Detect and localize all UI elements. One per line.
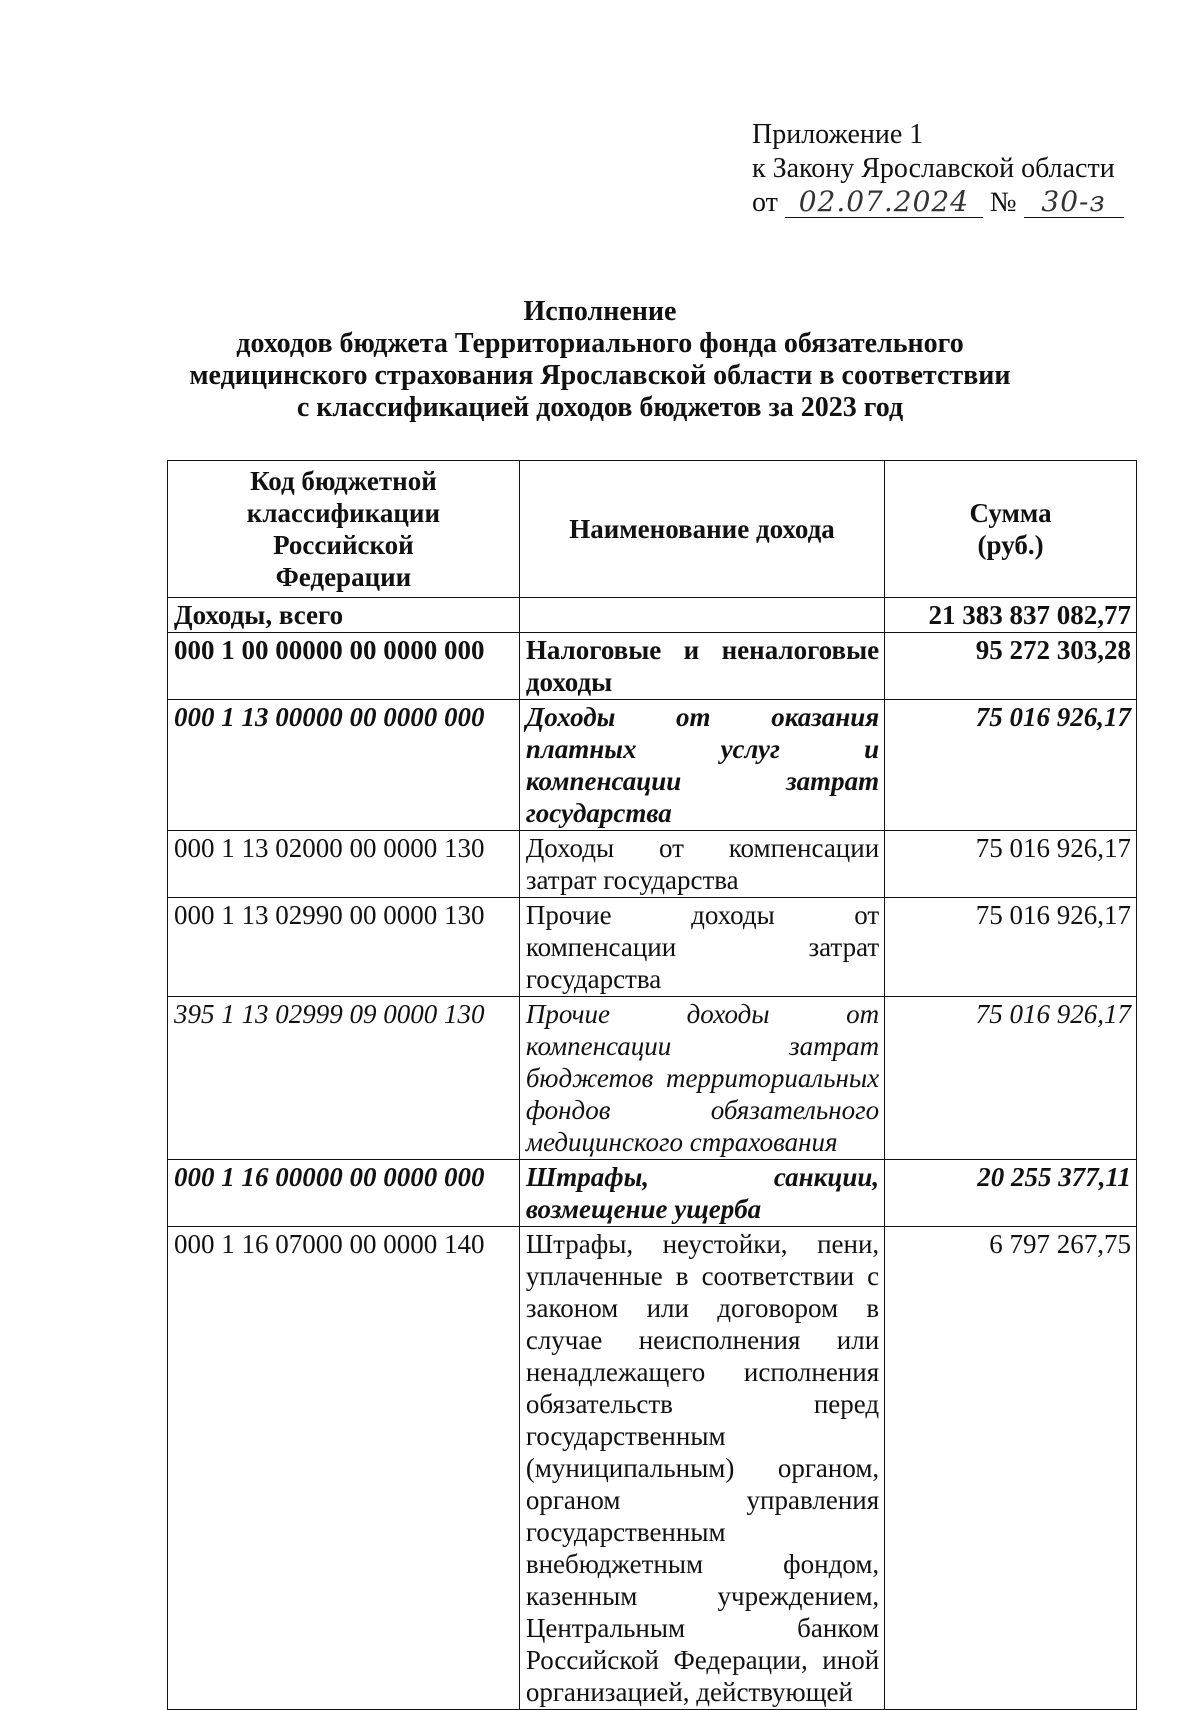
header-code: Код бюджетной классификации Российской Федерации <box>168 461 520 598</box>
number-label: № <box>989 187 1017 218</box>
row-sum: 6 797 267,75 <box>885 1227 1137 1710</box>
row-name: Прочие доходы от компенсации затрат государства <box>519 898 884 997</box>
row-name: Штрафы, санкции, возмещение ущерба <box>519 1160 884 1227</box>
title-line-4: с классификацией доходов бюджетов за 2023 год <box>296 392 904 423</box>
row-code: 000 1 13 02000 00 0000 130 <box>168 831 520 898</box>
table-row <box>168 997 1137 1160</box>
handwritten-number: 30-з <box>1024 187 1124 218</box>
row-sum: 20 255 377,11 <box>885 1160 1137 1227</box>
row-code: 000 1 16 07000 00 0000 140 <box>168 1227 520 1710</box>
annex-law-reference: к Закону Ярославской области <box>752 153 1115 184</box>
title-line-1: Исполнение <box>523 296 677 327</box>
income-table <box>167 460 1137 1710</box>
title-line-3: медицинского страхования Ярославской области в соответствии <box>189 360 1011 391</box>
row-sum: 95 272 303,28 <box>885 633 1137 700</box>
row-code: 000 1 00 00000 00 0000 000 <box>168 633 520 700</box>
table-row <box>168 898 1137 997</box>
row-code: 000 1 13 02990 00 0000 130 <box>168 898 520 997</box>
row-name: Прочие доходы от компенсации затрат бюджетов территориальных фондов обязательного медицинского страхования <box>519 997 884 1160</box>
annex-title: Приложение 1 <box>752 119 924 150</box>
row-code: Доходы, всего <box>168 598 520 633</box>
table-header-row <box>168 461 1137 598</box>
table-row <box>168 831 1137 898</box>
table-row <box>168 700 1137 831</box>
row-name <box>519 598 884 633</box>
table-row <box>168 598 1137 633</box>
header-name: Наименование дохода <box>519 461 884 598</box>
row-name: Доходы от компенсации затрат государства <box>519 831 884 898</box>
row-sum: 75 016 926,17 <box>885 997 1137 1160</box>
table-row <box>168 1160 1137 1227</box>
table-row <box>168 633 1137 700</box>
row-code: 000 1 16 00000 00 0000 000 <box>168 1160 520 1227</box>
row-sum: 75 016 926,17 <box>885 831 1137 898</box>
document-title <box>0 296 1200 424</box>
row-sum: 21 383 837 082,77 <box>885 598 1137 633</box>
header-sum: Сумма (руб.) <box>885 461 1137 598</box>
row-sum: 75 016 926,17 <box>885 700 1137 831</box>
annex-block <box>752 118 1124 220</box>
handwritten-date: 02.07.2024 <box>785 187 983 218</box>
row-sum: 75 016 926,17 <box>885 898 1137 997</box>
annex-date-line <box>752 186 1124 220</box>
row-name: Налоговые и неналоговые доходы <box>519 633 884 700</box>
title-line-2: доходов бюджета Территориального фонда обязательного <box>236 328 964 359</box>
from-label: от <box>752 187 778 218</box>
row-code: 000 1 13 00000 00 0000 000 <box>168 700 520 831</box>
table-row <box>168 1227 1137 1710</box>
row-name: Доходы от оказания платных услуг и компенсации затрат государства <box>519 700 884 831</box>
row-name: Штрафы, неустойки, пени, уплаченные в соответствии с законом или договором в случае неисполнения или ненадлежащего исполнения обязательств перед государственным (муниципальным) органом, органом управления государственным внебюджетным фондом, казенным учреждением, Центральным банком Российской Федерации, иной организацией, действующей <box>519 1227 884 1710</box>
row-code: 395 1 13 02999 09 0000 130 <box>168 997 520 1160</box>
